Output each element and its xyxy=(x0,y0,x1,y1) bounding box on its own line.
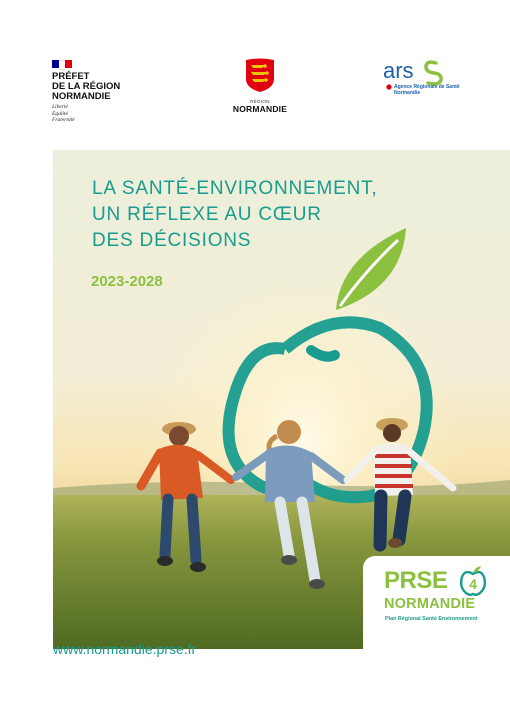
apple-number-icon xyxy=(458,565,488,597)
prefet-motto: Liberté Égalité Fraternité xyxy=(52,104,75,123)
prse-normandie: NORMANDIE xyxy=(384,596,476,612)
ars-wordmark-text: ars xyxy=(383,58,414,83)
french-republic-flag-icon xyxy=(52,60,72,68)
cover-years: 2023-2028 xyxy=(91,273,163,290)
prse-number: 4 xyxy=(469,576,477,592)
ars-dot-icon xyxy=(386,84,392,90)
ars-wordmark xyxy=(378,57,468,87)
prefet-logo xyxy=(52,60,162,124)
cover-title: LA SANTÉ-ENVIRONNEMENT, UN RÉFLEXE AU CŒUR DES DÉCISIONS xyxy=(92,178,378,251)
prse-subtitle: Plan Régional Santé Environnement xyxy=(385,616,478,622)
region-label: RÉGION xyxy=(250,99,270,104)
normandy-shield-icon xyxy=(242,57,278,93)
prse-label: PRSE xyxy=(384,567,448,594)
region-name: NORMANDIE xyxy=(232,104,288,114)
ars-logo xyxy=(378,57,468,105)
prse-badge xyxy=(363,556,510,649)
region-normandie-logo xyxy=(225,57,295,114)
website-url[interactable]: www.normandie.prse.fr xyxy=(53,641,197,657)
partner-logos-bar xyxy=(0,0,510,150)
ars-subtitle: Agence Régionale de Santé Normandie xyxy=(394,84,460,96)
prefet-title: PRÉFET DE LA RÉGION NORMANDIE xyxy=(52,71,121,102)
